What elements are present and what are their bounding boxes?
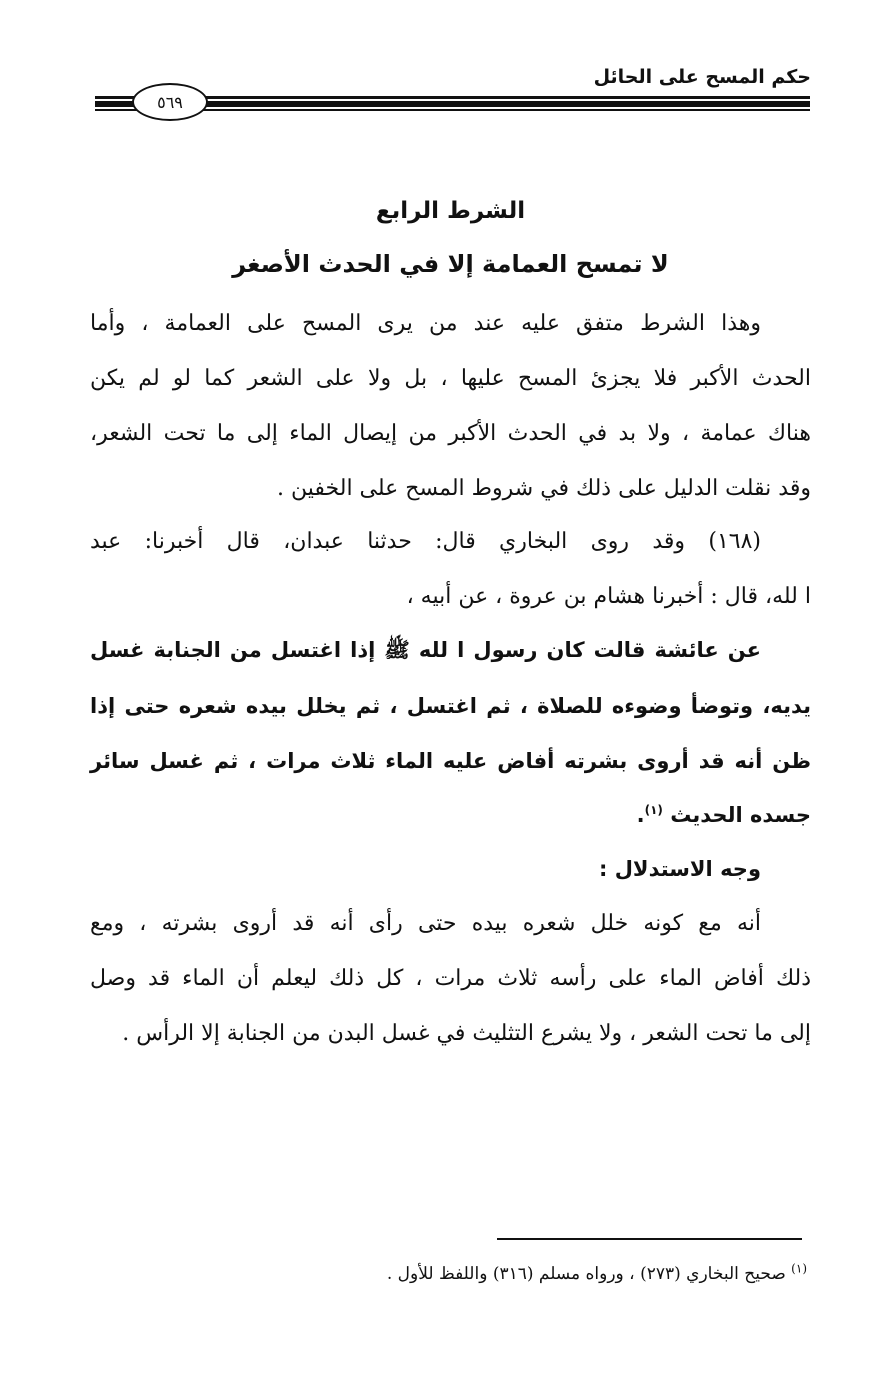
hadith-line: يديه، وتوضأ وضوءه للصلاة ، ثم اغتسل ، ثم يخلل بيده شعره حتى إذا [90, 694, 811, 718]
footnote-separator [497, 1238, 802, 1240]
page-number-badge [132, 83, 208, 121]
footnote-ref: (١) [644, 803, 663, 817]
text-line: هناك عمامة ، ولا بد في الحدث الأكبر من إيصال الماء إلى ما تحت الشعر، [90, 421, 811, 446]
hadith-end-mark: . [636, 803, 645, 827]
text-line: وهذا الشرط متفق عليه عند من يرى المسح على العمامة ، وأما [90, 311, 761, 336]
page-number: ٥٦٩ [157, 92, 183, 112]
running-title: حكم المسح على الحائل [593, 66, 811, 88]
text-line: الحدث الأكبر فلا يجزئ المسح عليها ، بل ولا على الشعر كما لو لم يكن [90, 366, 811, 391]
section-heading: الشرط الرابع [375, 198, 526, 224]
text-line: ذلك أفاض الماء على رأسه ثلاث مرات ، كل ذلك ليعلم أن الماء قد وصل [90, 966, 811, 991]
text-line: (١٦٨) وقد روى البخاري قال: حدثنا عبدان، قال أخبرنا: عبد [90, 529, 761, 554]
hadith-line [90, 795, 811, 835]
footnote-text: صحيح البخاري (٢٧٣) ، ورواه مسلم (٣١٦) واللفظ للأول . [386, 1264, 786, 1284]
text-line: ا لله، قال : أخبرنا هشام بن عروة ، عن أبيه ، [406, 584, 811, 609]
hadith-line-text: جسده الحديث [670, 803, 811, 827]
text-line: أنه مع كونه خلل شعره بيده حتى رأى أنه قد أروى بشرته ، ومع [90, 911, 761, 936]
hadith-line: عن عائشة قالت كان رسول ا لله ﷺ إذا اغتسل من الجنابة غسل [90, 638, 761, 662]
text-line: وقد نقلت الدليل على ذلك في شروط المسح على الخفين . [277, 476, 811, 501]
wajh-heading: وجه الاستدلال : [599, 857, 761, 881]
section-subtitle: لا تمسح العمامة إلا في الحدث الأصغر [232, 250, 669, 278]
text-line: إلى ما تحت الشعر ، ولا يشرع التثليث في غسل البدن من الجنابة إلا الرأس . [122, 1021, 811, 1046]
footnote [386, 1261, 807, 1284]
hadith-line: ظن أنه قد أروى بشرته أفاض عليه الماء ثلاث مرات ، ثم غسل سائر [90, 749, 811, 773]
footnote-number: (١) [791, 1261, 807, 1276]
